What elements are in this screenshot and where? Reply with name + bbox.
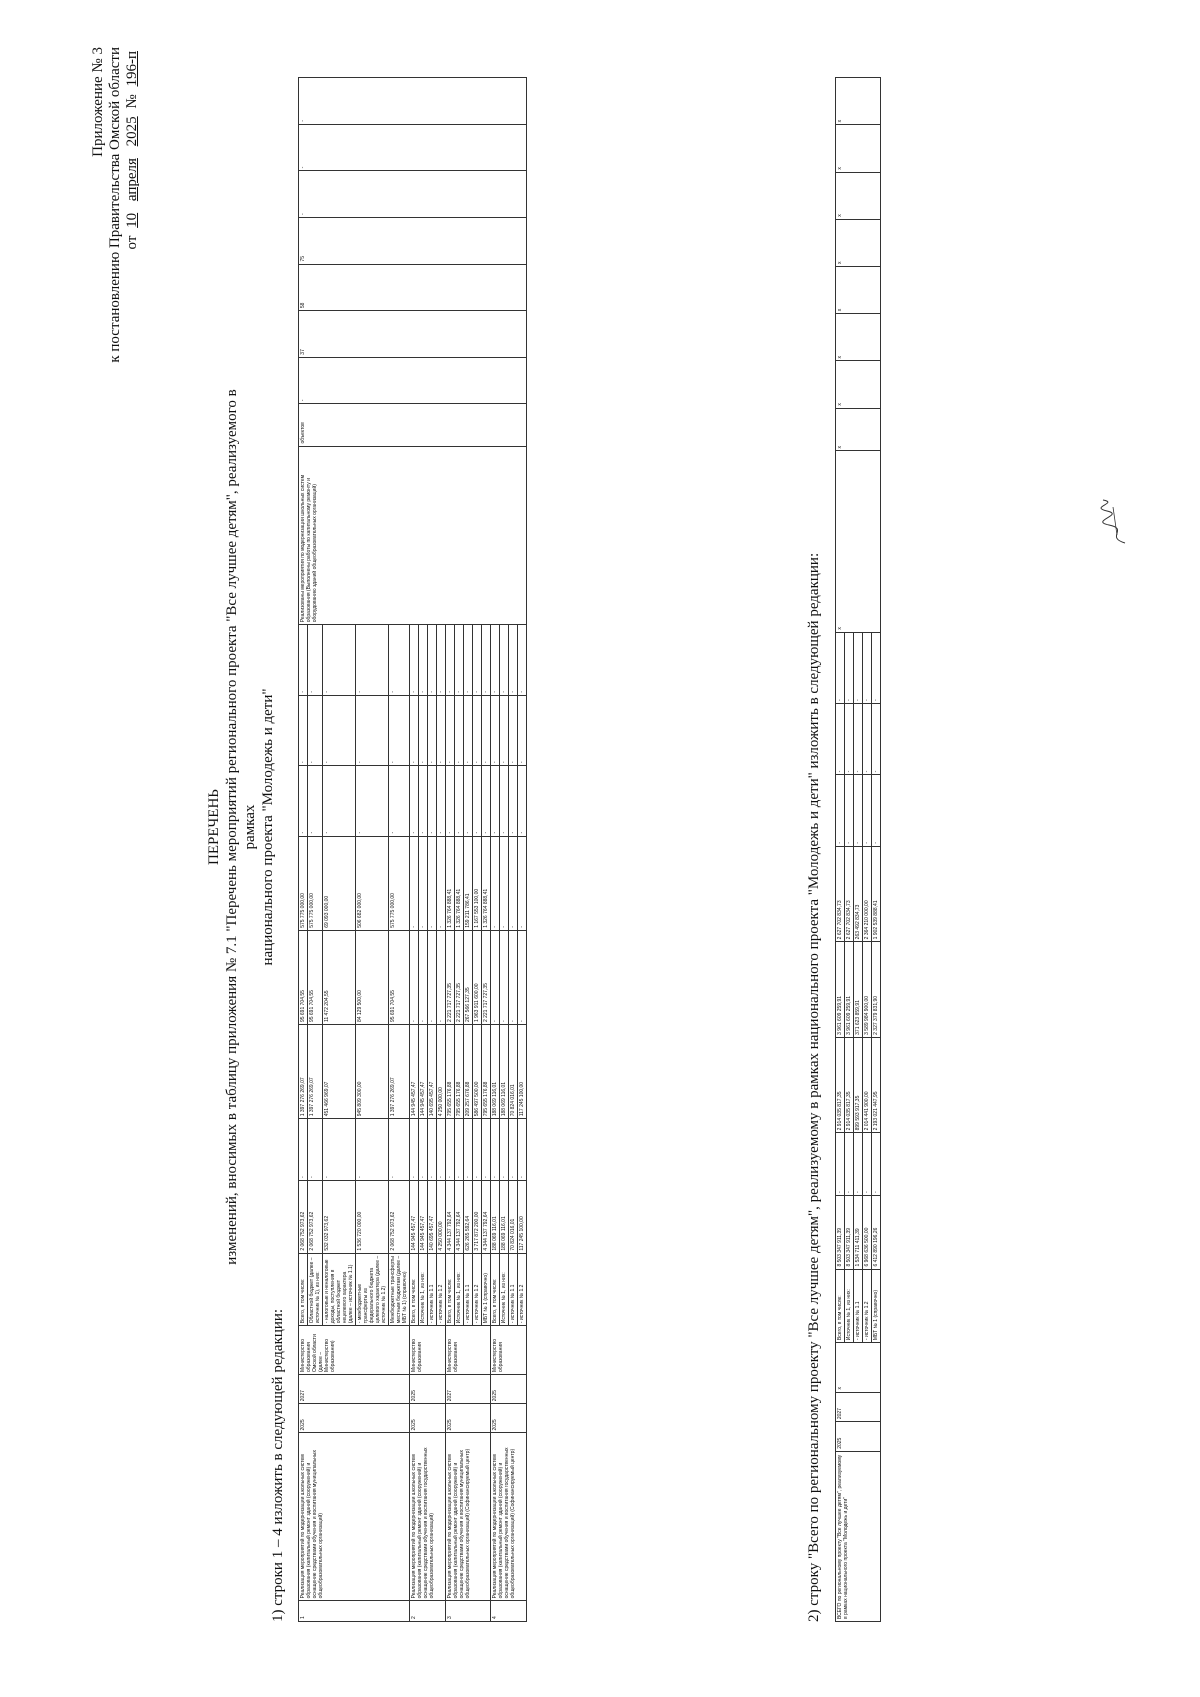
indicator-value: - xyxy=(299,357,527,404)
amount-2029: - xyxy=(482,695,491,765)
funding-source: Всего, в том числе: xyxy=(836,1269,845,1343)
row-number: 1 xyxy=(299,1601,410,1622)
year-start: 2025 xyxy=(491,1404,527,1433)
total-amount: 2 068 752 973,62 xyxy=(308,1181,323,1254)
amount-2024: - xyxy=(482,1119,491,1181)
amount-2028: - xyxy=(836,775,845,846)
funding-source: Всего, в том числе: xyxy=(491,1253,500,1326)
event-name: Реализация мероприятий по модернизации школьных систем образования (капитальный ремонт зданий (сооружений) и оснащение средствами обучения и воспитания муниципальных общеобразовательных организаций) (Софинансируемый центр) xyxy=(446,1433,491,1601)
amount-2024: - xyxy=(836,1133,845,1196)
indicator-value: - xyxy=(299,171,527,218)
amount-2027: - xyxy=(410,836,419,930)
amount-2029: - xyxy=(410,695,419,765)
funding-source: - источник № 1.1 xyxy=(428,1253,437,1326)
amount-2028: - xyxy=(491,766,500,836)
amount-2024: - xyxy=(419,1119,428,1181)
amount-2025: 586 497 500,00 xyxy=(473,1025,482,1119)
indicator-unit: объектов xyxy=(299,404,527,446)
amount-2026: 2 327 379 831,90 xyxy=(872,942,881,1038)
amount-2030: - xyxy=(854,632,863,703)
amount-2027: 1 326 764 888,41 xyxy=(482,836,491,930)
indicator-value: 58 xyxy=(299,264,527,311)
indicator-value: 75 xyxy=(299,217,527,264)
amount-2029: - xyxy=(863,704,872,775)
total-amount: 144 945 457,47 xyxy=(410,1181,419,1254)
amount-2029: - xyxy=(446,695,455,765)
amount-2025: 188 069 116,01 xyxy=(500,1025,509,1119)
amount-2028: - xyxy=(308,766,323,836)
amount-2024: - xyxy=(299,1119,308,1181)
executor: Министерство образования xyxy=(446,1326,491,1375)
funding-source: МБТ № 1 (справочно) xyxy=(482,1253,491,1326)
total-amount: 1 534 711 411,39 xyxy=(854,1195,863,1269)
amount-2026: 95 691 704,55 xyxy=(389,930,410,1024)
amount-2027: 575 775 000,00 xyxy=(299,836,308,930)
appendix-line2: к постановлению Правительства Омской области xyxy=(107,47,123,363)
indicator-value: - xyxy=(299,124,527,171)
indicator-value: x xyxy=(836,219,881,266)
year-start: 2025 xyxy=(299,1404,410,1433)
total-amount: 4 344 137 792,64 xyxy=(455,1181,464,1254)
amount-2024: - xyxy=(500,1119,509,1181)
amount-2026: - xyxy=(419,930,428,1024)
amount-2025: 70 824 016,01 xyxy=(509,1025,518,1119)
amount-2027: - xyxy=(491,836,500,930)
funding-source: Областной бюджет (далее – источник № 1), из них: xyxy=(308,1253,323,1326)
amount-2025: 144 945 457,47 xyxy=(419,1025,428,1119)
total-amount: 532 032 973,62 xyxy=(323,1181,356,1254)
executor: Министерство образования xyxy=(410,1326,446,1375)
amount-2029: - xyxy=(308,695,323,765)
total-amount: 2 068 752 973,62 xyxy=(389,1181,410,1254)
total-amount: 4 344 137 792,64 xyxy=(446,1181,455,1254)
amount-2030: - xyxy=(872,632,881,703)
total-amount: 70 824 016,01 xyxy=(509,1181,518,1254)
amount-2029: - xyxy=(491,695,500,765)
amount-2024: - xyxy=(428,1119,437,1181)
amount-2027: 263 492 834,73 xyxy=(854,846,863,942)
appendix-line1: Приложение № 3 xyxy=(90,47,106,157)
amount-2030: - xyxy=(428,625,437,695)
amount-2030: - xyxy=(482,625,491,695)
amount-2030: - xyxy=(308,625,323,695)
amount-2029: - xyxy=(455,695,464,765)
amount-2024: - xyxy=(323,1119,356,1181)
year-start: 2025 xyxy=(836,1422,881,1452)
amount-2030: - xyxy=(446,625,455,695)
amount-2029: - xyxy=(518,695,527,765)
amount-2028: - xyxy=(455,766,464,836)
appendix-number: 196-п xyxy=(124,51,140,87)
amount-2025: 795 655 176,88 xyxy=(482,1025,491,1119)
amount-2029: - xyxy=(500,695,509,765)
indicator-value: x xyxy=(836,78,881,125)
amount-2026: - xyxy=(428,930,437,1024)
row-number: 4 xyxy=(491,1601,527,1622)
amount-2025: 1 397 276 269,07 xyxy=(308,1025,323,1119)
amount-2025: 945 809 300,00 xyxy=(356,1025,389,1119)
amount-2024: - xyxy=(389,1119,410,1181)
amount-2025: 144 945 457,47 xyxy=(410,1025,419,1119)
amount-2024: - xyxy=(845,1133,854,1196)
total-amount: 140 695 457,47 xyxy=(428,1181,437,1254)
total-amount: 626 265 592,64 xyxy=(464,1181,473,1254)
total-amount: 6 412 890 196,26 xyxy=(872,1195,881,1269)
amount-2024: - xyxy=(356,1119,389,1181)
amount-2027: 2 364 210 000,00 xyxy=(863,846,872,942)
amount-2024: - xyxy=(464,1119,473,1181)
row-number: 3 xyxy=(446,1601,491,1622)
amount-2030: - xyxy=(491,625,500,695)
amount-2029: - xyxy=(389,695,410,765)
funding-source: - межбюджетные трансферты из федерального бюджета целевого характера (далее – источник № 1.2) xyxy=(356,1253,389,1326)
amount-2025: 795 655 176,88 xyxy=(455,1025,464,1119)
amount-2026: - xyxy=(500,930,509,1024)
indicator-value: x xyxy=(836,125,881,172)
indicator-value: - xyxy=(299,78,527,125)
title-line2: национального проекта "Молодежь и дети" xyxy=(260,688,276,966)
amount-2027: - xyxy=(428,836,437,930)
funding-source: - источник № 1.2 xyxy=(518,1253,527,1326)
amount-2027: 1 326 764 888,41 xyxy=(446,836,455,930)
amount-2028: - xyxy=(482,766,491,836)
amount-2028: - xyxy=(854,775,863,846)
amount-2026: 95 691 704,55 xyxy=(299,930,308,1024)
section1-label: 1) строки 1 – 4 изложить в следующей редакции: xyxy=(270,1308,286,1622)
amount-2027: 159 211 786,41 xyxy=(464,836,473,930)
amount-2026: - xyxy=(518,930,527,1024)
amount-2024: - xyxy=(308,1119,323,1181)
amount-2026: 371 623 859,91 xyxy=(854,942,863,1038)
amount-2026: 3 589 984 900,00 xyxy=(863,942,872,1038)
amount-2028: - xyxy=(323,766,356,836)
indicator-value: x xyxy=(836,361,881,408)
amount-2026: 1 963 911 600,00 xyxy=(473,930,482,1024)
indicator-value: x xyxy=(836,314,881,361)
title-line1: изменений, вносимых в таблицу приложения № 7.1 "Перечень мероприятий регионального проекта "Все лучшее детям", реализуемого в рамках xyxy=(224,389,258,1265)
amount-2030: - xyxy=(299,625,308,695)
event-name: Реализация мероприятий по модернизации школьных систем образования (капитальный ремонт зданий (сооружений) и оснащение средствами обучения и воспитания государственных общеобразовательных организаций) (Софинансируемый центр) xyxy=(491,1433,527,1601)
amount-2030: - xyxy=(845,632,854,703)
funding-source: - источник № 1.1 xyxy=(464,1253,473,1326)
amount-2029: - xyxy=(872,704,881,775)
amount-2025: 451 466 969,07 xyxy=(323,1025,356,1119)
total-amount: 117 245 100,00 xyxy=(518,1181,527,1254)
amount-2028: - xyxy=(518,766,527,836)
year-start: 2025 xyxy=(410,1404,446,1433)
appendix-day: 10 xyxy=(124,212,140,228)
amount-2030: - xyxy=(410,625,419,695)
amount-2029: - xyxy=(464,695,473,765)
event-name: Реализация мероприятий по модернизации школьных систем образования (капитальный ремонт зданий (сооружений) и оснащение средствами обучения и воспитания государственных общеобразовательных организаций) xyxy=(410,1433,446,1601)
amount-2027: - xyxy=(500,836,509,930)
executor: x xyxy=(836,1343,881,1392)
amount-2026: - xyxy=(491,930,500,1024)
amount-2026: 2 221 717 727,35 xyxy=(455,930,464,1024)
amount-2029: - xyxy=(473,695,482,765)
amount-2024: - xyxy=(473,1119,482,1181)
amount-2029: - xyxy=(437,695,446,765)
amount-2028: - xyxy=(464,766,473,836)
indicator-name: x xyxy=(836,451,881,632)
amount-2027: - xyxy=(419,836,428,930)
amount-2030: - xyxy=(356,625,389,695)
amount-2029: - xyxy=(845,704,854,775)
amount-2028: - xyxy=(500,766,509,836)
amount-2025: 1 397 276 269,07 xyxy=(389,1025,410,1119)
amount-2025: 899 593 917,35 xyxy=(854,1037,863,1133)
total-amount: 1 536 720 000,00 xyxy=(356,1181,389,1254)
funding-source: Источник № 1, из них: xyxy=(500,1253,509,1326)
total-amount: 8 503 347 911,39 xyxy=(836,1195,845,1269)
funding-source: Источник № 1, из них: xyxy=(845,1269,854,1343)
year-end: 2027 xyxy=(299,1374,410,1403)
table-rows-1-4 xyxy=(298,77,527,1622)
appendix-month: апреля xyxy=(124,158,140,202)
amount-2030: - xyxy=(419,625,428,695)
amount-2024: - xyxy=(518,1119,527,1181)
amount-2028: - xyxy=(299,766,308,836)
funding-source: МБТ № 1 (справочно) xyxy=(872,1269,881,1343)
amount-2024: - xyxy=(446,1119,455,1181)
amount-2030: - xyxy=(509,625,518,695)
amount-2029: - xyxy=(509,695,518,765)
amount-2030: - xyxy=(455,625,464,695)
amount-2027: 2 627 702 834,73 xyxy=(845,846,854,942)
amount-2029: - xyxy=(356,695,389,765)
amount-2025: 140 695 457,47 xyxy=(428,1025,437,1119)
section2-label: 2) строку "Всего по региональному проекту "Все лучшее детям", реализуемому в рамках национального проекта "Молодежь и дети" изложить в следующей редакции: xyxy=(806,552,822,1622)
year-start: 2025 xyxy=(446,1404,491,1433)
amount-2026: 11 472 204,55 xyxy=(323,930,356,1024)
executor: Министерство образования xyxy=(491,1326,527,1375)
amount-2027: 575 775 000,00 xyxy=(308,836,323,930)
total-amount: 2 068 752 973,62 xyxy=(299,1181,308,1254)
amount-2025: 2 193 021 447,95 xyxy=(872,1037,881,1133)
total-amount: 188 069 116,01 xyxy=(500,1181,509,1254)
amount-2026: 267 566 127,35 xyxy=(464,930,473,1024)
amount-2026: 84 129 500,00 xyxy=(356,930,389,1024)
indicator-value: x xyxy=(836,267,881,314)
amount-2025: 117 245 100,00 xyxy=(518,1025,527,1119)
total-amount: 6 968 636 500,00 xyxy=(863,1195,872,1269)
amount-2028: - xyxy=(410,766,419,836)
amount-2030: - xyxy=(323,625,356,695)
amount-2027: 1 167 553 100,00 xyxy=(473,836,482,930)
amount-2024: - xyxy=(872,1133,881,1196)
amount-2027: 575 775 000,00 xyxy=(389,836,410,930)
amount-2029: - xyxy=(323,695,356,765)
funding-source: - налоговые и неналоговые доходы, поступления в областной бюджет нецелевого характера (далее – источник № 1.1) xyxy=(323,1253,356,1326)
amount-2030: - xyxy=(464,625,473,695)
amount-2028: - xyxy=(419,766,428,836)
year-end: 2027 xyxy=(836,1392,881,1422)
amount-2028: - xyxy=(863,775,872,846)
indicator-name: Реализованы мероприятия по модернизации школьных систем образования (Выполнены работы по капитальному ремонту и оборудованию зданий общеобразовательных организаций) xyxy=(299,446,527,625)
amount-2024: - xyxy=(509,1119,518,1181)
amount-2030: - xyxy=(836,632,845,703)
amount-2030: - xyxy=(437,625,446,695)
amount-2028: - xyxy=(437,766,446,836)
amount-2028: - xyxy=(473,766,482,836)
amount-2027: 506 682 000,00 xyxy=(356,836,389,930)
amount-2025: 2 014 441 900,00 xyxy=(863,1037,872,1133)
amount-2024: - xyxy=(410,1119,419,1181)
amount-2027: - xyxy=(509,836,518,930)
amount-2025: 795 655 176,88 xyxy=(446,1025,455,1119)
funding-source: Всего, в том числе: xyxy=(299,1253,308,1326)
total-name: ВСЕГО по региональному проекту "Все лучшее детям", реализуемому в рамках национального проекта "Молодежь и дети" xyxy=(836,1451,881,1621)
amount-2028: - xyxy=(446,766,455,836)
indicator-unit: x xyxy=(836,408,881,451)
amount-2027: 69 093 000,00 xyxy=(323,836,356,930)
amount-2028: - xyxy=(845,775,854,846)
amount-2025: 2 914 035 817,35 xyxy=(836,1037,845,1133)
funding-source: Всего, в том числе: xyxy=(446,1253,455,1326)
amount-2029: - xyxy=(419,695,428,765)
event-name: Реализация мероприятий по модернизации школьных систем образования (капитальный ремонт зданий (сооружений) и оснащение средствами обучения и воспитания муниципальных общеобразовательных организаций) xyxy=(299,1433,410,1601)
amount-2024: - xyxy=(863,1133,872,1196)
amount-2029: - xyxy=(836,704,845,775)
year-end: 2027 xyxy=(446,1374,491,1403)
total-amount: 4 250 000,00 xyxy=(437,1181,446,1254)
amount-2026: - xyxy=(509,930,518,1024)
amount-2030: - xyxy=(473,625,482,695)
amount-2028: - xyxy=(872,775,881,846)
amount-2029: - xyxy=(854,704,863,775)
executor: Министерство образования Омской области (далее – Министерство образования) xyxy=(299,1326,410,1375)
funding-source: - источник № 1.2 xyxy=(437,1253,446,1326)
funding-source: Всего, в том числе: xyxy=(410,1253,419,1326)
amount-2027: - xyxy=(518,836,527,930)
amount-2026: 95 691 704,55 xyxy=(308,930,323,1024)
amount-2027: 1 326 764 888,41 xyxy=(455,836,464,930)
total-amount: 3 717 872 200,00 xyxy=(473,1181,482,1254)
appendix-block xyxy=(90,47,141,467)
table-total-row xyxy=(835,77,881,1622)
total-amount: 4 344 137 792,64 xyxy=(482,1181,491,1254)
amount-2026: - xyxy=(437,930,446,1024)
amount-2024: - xyxy=(854,1133,863,1196)
amount-2025: 209 257 676,88 xyxy=(464,1025,473,1119)
amount-2026: 3 961 609 259,91 xyxy=(845,942,854,1038)
row-number: 2 xyxy=(410,1601,446,1622)
indicator-value: 37 xyxy=(299,311,527,358)
amount-2025: 188 069 116,01 xyxy=(491,1025,500,1119)
funding-source: - источник № 1.2 xyxy=(863,1269,872,1343)
appendix-line3: от 10 апреля 2025 № 196-п xyxy=(124,47,141,467)
amount-2024: - xyxy=(491,1119,500,1181)
total-amount: 144 945 457,47 xyxy=(419,1181,428,1254)
amount-2030: - xyxy=(518,625,527,695)
amount-2026: - xyxy=(410,930,419,1024)
table-row xyxy=(299,78,308,1622)
amount-2029: - xyxy=(428,695,437,765)
amount-2028: - xyxy=(389,766,410,836)
amount-2026: 3 961 609 259,91 xyxy=(836,942,845,1038)
funding-source: Источник № 1, из них: xyxy=(455,1253,464,1326)
title-heading: ПЕРЕЧЕНЬ xyxy=(206,789,222,865)
year-end: 2025 xyxy=(410,1374,446,1403)
amount-2028: - xyxy=(428,766,437,836)
total-amount: 188 069 116,01 xyxy=(491,1181,500,1254)
funding-source: - источник № 1.2 xyxy=(473,1253,482,1326)
amount-2026: 2 221 717 727,35 xyxy=(482,930,491,1024)
amount-2030: - xyxy=(863,632,872,703)
amount-2026: 2 221 717 727,35 xyxy=(446,930,455,1024)
signature-mark xyxy=(1095,497,1135,547)
amount-2025: 2 914 035 817,35 xyxy=(845,1037,854,1133)
amount-2029: - xyxy=(299,695,308,765)
amount-2028: - xyxy=(356,766,389,836)
funding-source: Межбюджетные трансферты местным бюджетам (далее – МБТ № 1) (справочно) xyxy=(389,1253,410,1326)
amount-2028: - xyxy=(509,766,518,836)
table-row xyxy=(836,78,845,1622)
amount-2027: 2 627 702 834,73 xyxy=(836,846,845,942)
amount-2027: 1 902 539 888,41 xyxy=(872,846,881,942)
amount-2025: 4 250 000,00 xyxy=(437,1025,446,1119)
indicator-value: x xyxy=(836,172,881,219)
funding-source: - источник № 1.1 xyxy=(509,1253,518,1326)
appendix-year: 2025 xyxy=(124,116,140,147)
amount-2025: 1 397 276 269,07 xyxy=(299,1025,308,1119)
amount-2030: - xyxy=(389,625,410,695)
amount-2027: - xyxy=(437,836,446,930)
funding-source: Источник № 1, из них: xyxy=(419,1253,428,1326)
total-amount: 8 503 347 911,39 xyxy=(845,1195,854,1269)
amount-2030: - xyxy=(500,625,509,695)
amount-2024: - xyxy=(455,1119,464,1181)
year-end: 2025 xyxy=(491,1374,527,1403)
funding-source: - источник № 1.1 xyxy=(854,1269,863,1343)
amount-2024: - xyxy=(437,1119,446,1181)
document-title xyxy=(205,377,277,1277)
